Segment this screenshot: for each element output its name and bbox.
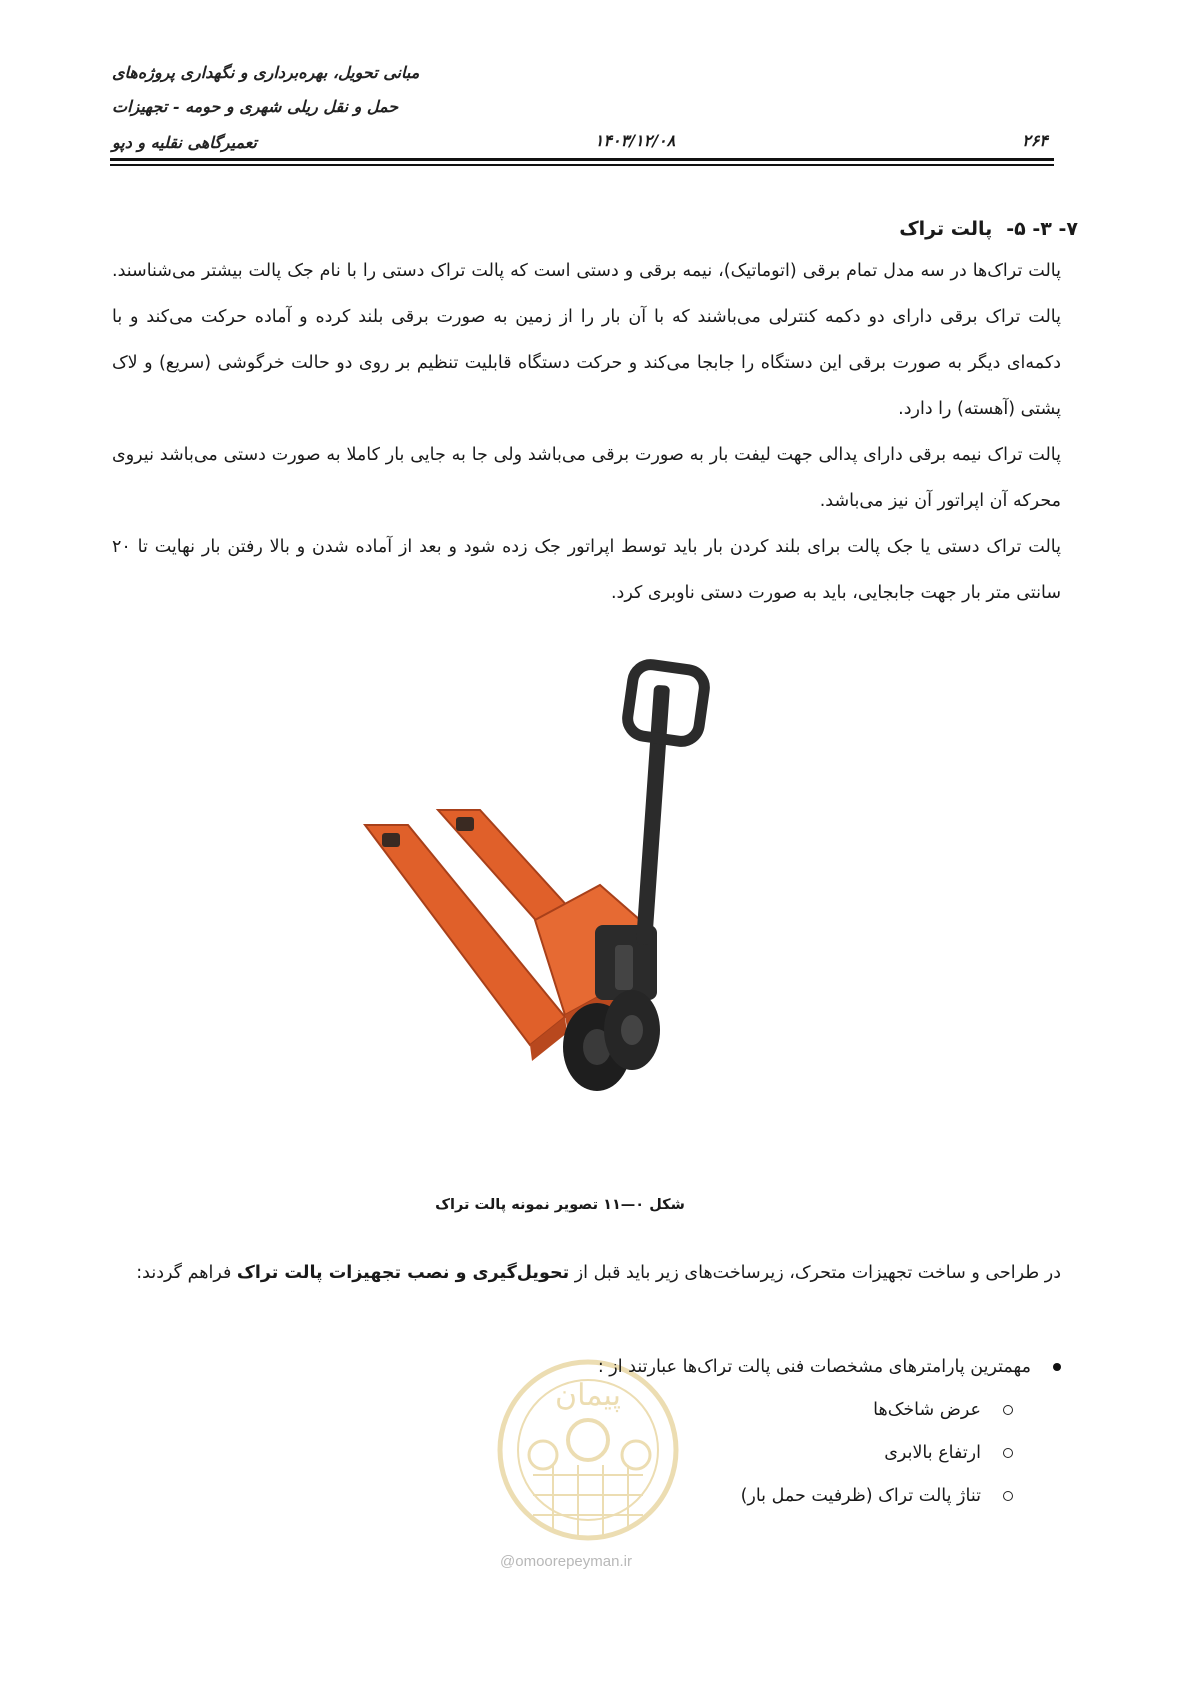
sub-item-text: عرض شاخک‌ها [873, 1400, 981, 1420]
section-title: پالت تراک [899, 218, 993, 240]
sub-item [741, 1486, 1013, 1506]
header-title-line-1: مبانی تحویل، بهره‌برداری و نگهداری پروژه‌های [112, 63, 420, 82]
watermark-url: @omoorepeyman.ir [500, 1553, 632, 1570]
circle-bullet-icon [1003, 1405, 1013, 1415]
header-title-line-2: حمل و نقل ریلی شهری و حومه - تجهیزات [112, 97, 399, 116]
intro-paragraph [112, 1250, 1061, 1296]
intro-text-before: در طراحی و ساخت تجهیزات متحرک، زیرساخت‌های زیر باید قبل از [569, 1263, 1061, 1283]
circle-bullet-icon [1003, 1491, 1013, 1501]
paragraph-3: پالت تراک دستی یا جک پالت برای بلند کردن بار باید توسط اپراتور جک زده شود و بعد از آماده شدن و بالا رفتن بار نهایت تا ۲۰ سانتی متر بار جهت جابجایی، باید به صورت دستی ناوبری کرد. [112, 537, 1061, 603]
circle-bullet-icon [1003, 1448, 1013, 1458]
pallet-truck-image [360, 645, 760, 1185]
intro-text-after: فراهم گردند: [136, 1263, 237, 1283]
page-number: ۲۶۴ [1022, 131, 1048, 150]
paragraph-2: پالت تراک نیمه برقی دارای پدالی جهت لیفت بار به صورت برقی می‌باشد ولی جا به جایی بار کاملا به صورت دستی می‌باشد نیروی محرکه آن اپراتور آن نیز می‌باشد. [112, 445, 1061, 511]
paragraph-1: پالت تراک‌ها در سه مدل تمام برقی (اتوماتیک)، نیمه برقی و دستی است که پالت تراک دستی را با نام جک پالت بیشتر می‌شناسند. پالت تراک برقی دارای دو دکمه کنترلی می‌باشند که با آن بار را از زمین به صورت برقی بلند کرده و آماده حرکت می‌کند و با دکمه‌ای دیگر به صورت برقی این دستگاه را جابجا می‌کند و حرکت دستگاه قابلیت تنظیم بر روی دو حالت خرگوشی (سریع) و لاک پشتی (آهسته) را دارد. [112, 261, 1061, 419]
intro-bold-text: تحویل‌گیری و نصب تجهیزات پالت تراک [236, 1263, 570, 1283]
sub-item-text: تناژ پالت تراک (ظرفیت حمل بار) [740, 1486, 981, 1506]
header-date: ۱۴۰۳/۱۲/۰۸ [594, 131, 676, 150]
section-heading [899, 218, 1078, 240]
figure-caption: شکل ۰—۱۱ تصویر نمونه پالت تراک [435, 1197, 685, 1213]
section-number: ۷- ۳- ۵- [1006, 218, 1078, 240]
sub-item [873, 1400, 1013, 1420]
header-rule-thin [110, 164, 1054, 166]
sub-item [884, 1443, 1013, 1463]
bullet-dot-icon [1053, 1363, 1061, 1371]
header-rule-thick [110, 158, 1054, 161]
bullet-text: مهمترین پارامترهای مشخصات فنی پالت تراک‌ها عبارتند از : [597, 1357, 1031, 1377]
bullet-item [598, 1357, 1061, 1377]
watermark-text: پیمان [555, 1378, 621, 1413]
sub-item-text: ارتفاع بالابری [884, 1443, 981, 1463]
header-title-line-3: تعمیرگاهی نقلیه و دپو [112, 133, 257, 152]
